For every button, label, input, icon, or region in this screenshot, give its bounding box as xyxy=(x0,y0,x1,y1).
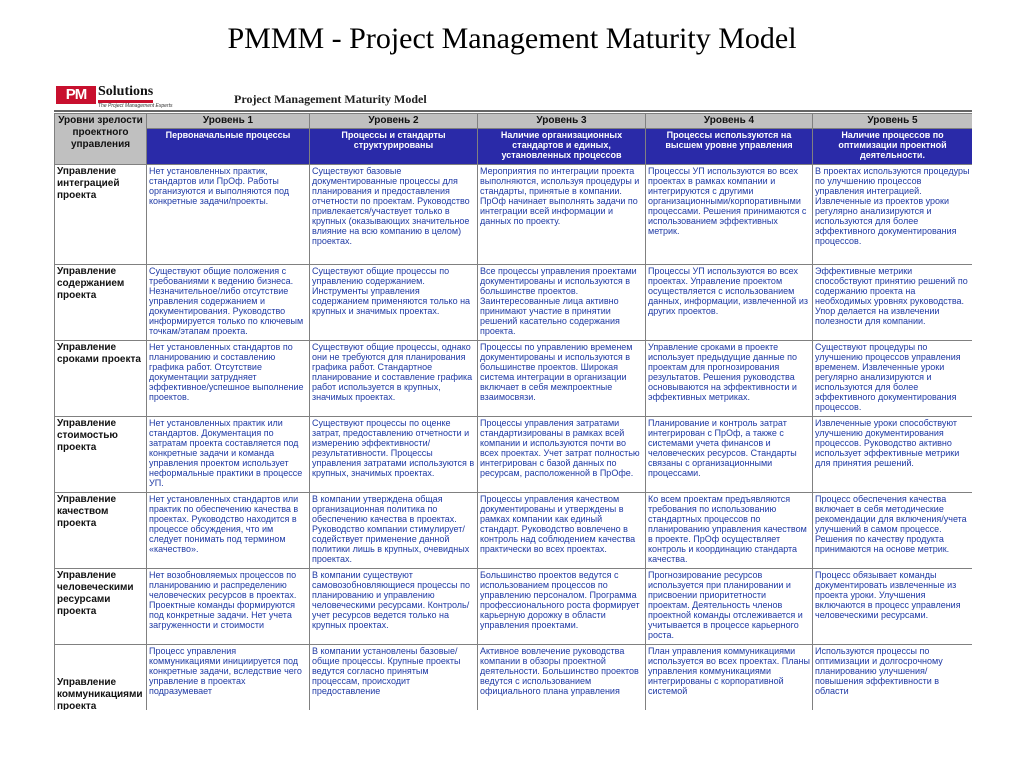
table-cell: Извлеченные уроки способствуют улучшению документирования процессов. Руководство активно использует эффективные метрики для принятия решений. xyxy=(813,417,973,493)
table-row xyxy=(55,493,973,569)
table-cell: Мероприятия по интеграции проекта выполняются, используя процедуры и стандарты, принятые в компании. ПрОф начинает выполнять задачи по интеграции всей информации и данных по проекту. xyxy=(478,165,646,265)
table-cell: Нет установленных стандартов или практик по обеспечению качества в проектах. Руководство находится в процессе обсуждения, что им следует понимать под термином «качество». xyxy=(147,493,310,569)
table-cell: Нет установленных практик, стандартов или ПрОф. Работы организуются и выполняются под конкретные задачи/проекты. xyxy=(147,165,310,265)
level-description-row xyxy=(55,129,973,165)
table-cell: План управления коммуникациями используется во всех проектах. Планы управления коммуникациями интегрированы с корпоративной системой xyxy=(646,645,813,711)
level-label: Уровень 1 xyxy=(147,114,310,129)
level-description: Наличие процессов по оптимизации проектной деятельности. xyxy=(813,129,973,165)
table-cell: Активное вовлечение руководства компании в обзоры проектной деятельности. Большинство проектов ведутся с использованием официального плана управления xyxy=(478,645,646,711)
header-divider xyxy=(54,110,972,112)
table-cell: Процесс обязывает команды документировать извлеченные из проекта уроки. Улучшения включаются в процесс управления человеческими ресурсами. xyxy=(813,569,973,645)
table-cell: Нет установленных стандартов по планированию и составлению графика работ. Отсутствие документации затрудняет эффективное/успешное выполнение проектов. xyxy=(147,341,310,417)
table-cell: Процесс обеспечения качества включает в себя методические рекомендации для включения/учета улучшений в самом процессе. Решения по качеству продукта принимаются на основе метрик. xyxy=(813,493,973,569)
table-cell: В компании утверждена общая организационная политика по обеспечению качества в проектах. Руководство компании стимулирует/содействует применение данной политики лишь в крупных, очевидных проектах. xyxy=(310,493,478,569)
knowledge-area-label: Управление стоимостью проекта xyxy=(55,417,147,493)
table-cell: Процессы управления качеством документированы и утверждены в рамках компании как единый стандарт. Руководство вовлечено в контроль над соблюдением качества практически во всех проектах. xyxy=(478,493,646,569)
slide-title: PMMM - Project Management Maturity Model xyxy=(227,22,797,55)
table-row xyxy=(55,645,973,711)
table-cell: Существуют процедуры по улучшению процессов управления временем. Извлеченные уроки регулярно анализируются и используются для более эффективного документирования процессов. xyxy=(813,341,973,417)
pm-solutions-logo xyxy=(56,84,206,112)
knowledge-area-label: Управление качеством проекта xyxy=(55,493,147,569)
table-cell: В компании существуют самовозобновляющиеся процессы по планированию и управлению человеческими ресурсами. Контроль/учет ресурсов ведется только на крупных проектах. xyxy=(310,569,478,645)
logo-wordmark: Solutions xyxy=(98,84,153,103)
level-header-row xyxy=(55,114,973,129)
table-cell: В проектах используются процедуры по улучшению процессов управления интеграцией. Извлеченные из проектов уроки регулярно анализируются и используются для более эффективного документирования процессов. xyxy=(813,165,973,265)
level-description: Процессы используются на высшем уровне управления xyxy=(646,129,813,165)
knowledge-area-label: Управление сроками проекта xyxy=(55,341,147,417)
level-label: Уровень 5 xyxy=(813,114,973,129)
knowledge-area-label: Управление содержанием проекта xyxy=(55,265,147,341)
table-row xyxy=(55,417,973,493)
table-cell: В компании установлены базовые/общие процессы. Крупные проекты ведутся согласно принятым процессам, происходит предоставление xyxy=(310,645,478,711)
table-cell: Нет возобновляемых процессов по планированию и распределению человеческих ресурсов в проектах. Проектные команды формируются под конкретные задачи. Нет учета загруженности и стоимости xyxy=(147,569,310,645)
table-cell: Процессы управления затратами стандартизированы в рамках всей компании и используются почти во всех проектах. Учет затрат полностью интегрирован с базой данных по ресурсам, расположенной в ПрОфе. xyxy=(478,417,646,493)
knowledge-area-label: Управление коммуникациями проекта xyxy=(55,645,147,711)
table-cell: Существуют общие положения с требованиями к ведению бизнеса. Незначительное/либо отсутствие управления содержанием и документирования. Руководство информируется только по ключевым точкам/этапам проекта. xyxy=(147,265,310,341)
table-row xyxy=(55,165,973,265)
knowledge-area-label: Управление интеграцией проекта xyxy=(55,165,147,265)
table-cell: Существуют общие процессы по управлению содержанием. Инструменты управления содержанием применяются только на крупных и значимых проектах. xyxy=(310,265,478,341)
table-cell: Управление сроками в проекте использует предыдущие данные по проектам для прогнозирования результатов. Решения руководства основываются на эффективности и эффективных метриках. xyxy=(646,341,813,417)
corner-header: Уровни зрелости проектного управления xyxy=(55,114,147,165)
table-cell: Существуют базовые документированные процессы для планирования и предоставления отчетности по проектам. Руководство привлекается/участвует только в крупных (оказывающих значительное влияние на всю компанию в целом) проектах. xyxy=(310,165,478,265)
logo-mark: PM xyxy=(56,86,96,104)
table-cell: Процессы УП используются во всех проектах в рамках компании и интегрируются с другими организационными/корпоративными процессами. Решения принимаются с использованием эффективных метрик. xyxy=(646,165,813,265)
table-cell: Процессы УП используются во всех проектах. Управление проектом осуществляется с использованием данных, информации, извлеченной из других проектов. xyxy=(646,265,813,341)
table-row xyxy=(55,265,973,341)
table-cell: Эффективные метрики способствуют принятию решений по содержанию проекта на необходимых уровнях руководства. Упор делается на извлечении полезности для компании. xyxy=(813,265,973,341)
table-cell: Большинство проектов ведутся с использованием процессов по управлению персоналом. Программа профессионального роста формирует карьерную дорожку в области управления проектами. xyxy=(478,569,646,645)
table-cell: Планирование и контроль затрат интегрирован с ПрОф, а также с системами учета финансов и человеческих ресурсов. Стандарты связаны с организационными процессами. xyxy=(646,417,813,493)
level-description: Процессы и стандарты структурированы xyxy=(310,129,478,165)
table-row xyxy=(55,341,973,417)
logo-tagline: The Project Management Experts xyxy=(98,103,173,109)
table-cell: Ко всем проектам предъявляются требования по использованию стандартных процессов по планированию управления качеством в проекте. ПрОф осуществляет контроль и координацию стандарта качества. xyxy=(646,493,813,569)
table-cell: Все процессы управления проектами документированы и используются в большинстве проектов. Заинтересованные лица активно принимают участие в принятии решений касательно содержания проекта. xyxy=(478,265,646,341)
table-row xyxy=(55,569,973,645)
document-title: Project Management Maturity Model xyxy=(234,92,427,106)
table-cell: Процессы по управлению временем документированы и используются в большинстве проектов. Широкая система интеграции в организации включает в себя межпроектные взаимосвязи. xyxy=(478,341,646,417)
level-label: Уровень 3 xyxy=(478,114,646,129)
table-cell: Нет установленных практик или стандартов. Документация по затратам проекта составляется под конкретные задачи и команда управления проектом использует неформальные практики в процессе УП. xyxy=(147,417,310,493)
table-cell: Процесс управления коммуникациями инициируется под конкретные задачи, вследствие чего управление в проектах подразумевает xyxy=(147,645,310,711)
table-cell: Существуют общие процессы, однако они не требуются для планирования графика работ. Стандартное планирование и составление графика работ используется в крупных, значимых проектах. xyxy=(310,341,478,417)
maturity-model-document xyxy=(54,82,972,710)
table-cell: Прогнозирование ресурсов используется при планировании и присвоении приоритетности проектам. Деятельность членов проектной команды отслеживается и учитывается в процессе карьерного роста. xyxy=(646,569,813,645)
knowledge-area-label: Управление человеческими ресурсами проекта xyxy=(55,569,147,645)
table-cell: Существуют процессы по оценке затрат, предоставлению отчетности и измерению эффективности/результативности. Процессы управления затратами используются в крупных, значимых проектах. xyxy=(310,417,478,493)
table-cell: Используются процессы по оптимизации и долгосрочному планированию улучшения/повышения эффективности в области xyxy=(813,645,973,711)
maturity-table xyxy=(54,113,972,710)
level-description: Наличие организационных стандартов и единых, установленных процессов xyxy=(478,129,646,165)
level-label: Уровень 2 xyxy=(310,114,478,129)
level-label: Уровень 4 xyxy=(646,114,813,129)
level-description: Первоначальные процессы xyxy=(147,129,310,165)
